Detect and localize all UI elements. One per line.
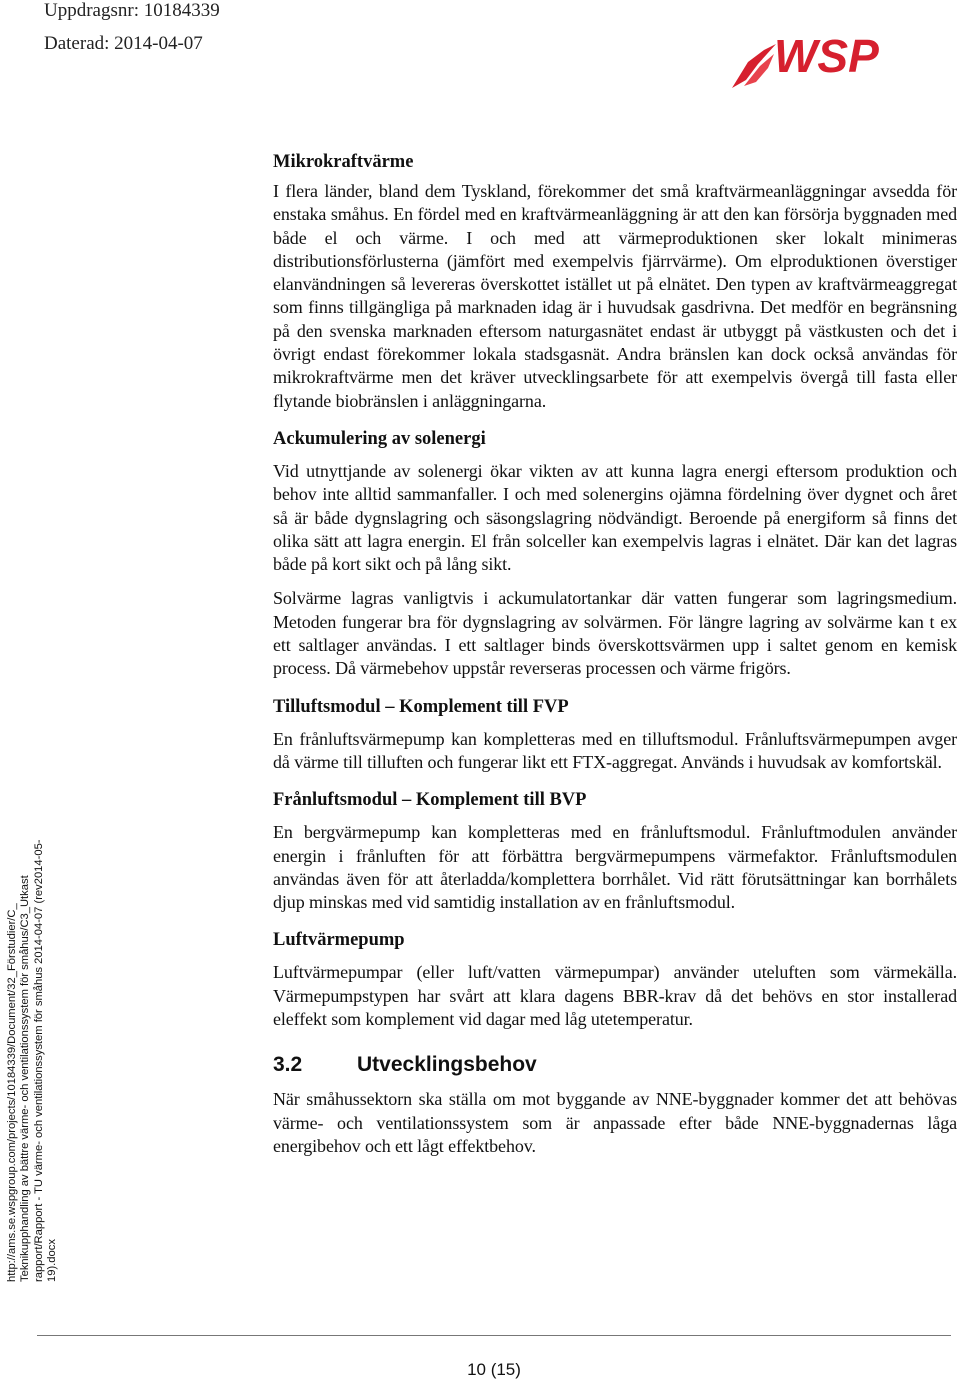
file-path-line: http://ams.se.wspgroup.com/projects/10184339/Document/32_Förstudier/C_ xyxy=(6,903,18,1282)
heading-luftvarmepump: Luftvärmepump xyxy=(273,930,405,951)
footer-divider xyxy=(37,1335,951,1336)
page-number: 10 (15) xyxy=(467,1360,521,1379)
paragraph-mikrokraftvarme: I flera länder, bland dem Tyskland, förekommer det små kraftvärmeanläggningar avsedda för enstaka småhus. En fördel med en kraftvärmeanläggning är att den kan försörja byggnaden med både el och värme. I och med att värmeproduktionen sker lokalt minimeras distributionsförlusterna (jämfört med exempelvis fjärrvärme). Om elproduktionen överstiger elanvändningen så levereras överskottet istället ut på elnätet. Den typen av kraftvärmeaggregat som finns tillgängliga på marknaden idag är i huvudsak gasdrivna. Det medför en begränsning på den svenska marknaden eftersom naturgasnätet endast är utbyggt på västkusten och det i övrigt endast förekommer lokala stadsgasnät. Andra bränslen kan dock också användas för mikrokraftvärme men det kräver utvecklingsarbete för att exempelvis övergå till fasta eller flytande biobränslen i anläggningarna. xyxy=(273,181,957,411)
paragraph-tilluftsmodul: En frånluftsvärmepump kan kompletteras med en tilluftsmodul. Frånluftsvärmepumpen avger då värme till tilluften och fungerar likt ett FTX-aggregat. Används i huvudsak av komfortskäl. xyxy=(273,728,957,772)
header-uppdragsnr: Uppdragsnr: 10184339 xyxy=(44,0,220,21)
paragraph-ackumulering-1: Vid utnyttjande av solenergi ökar vikten av att kunna lagra energi eftersom produktion och behov inte alltid sammanfaller. I och med solenergins ojämna fördelning över dygnet och året så är både dygnslagring och säsongslagring nödvändigt. Beroende på energiform så finns det olika sätt att lagra energin. El från solceller kan exempelvis lagras i elnätet. Där kan det lagras både på kort sikt och på lång sikt. xyxy=(273,460,957,575)
file-path-line: Teknikupphandling av bättre värme- och ventilationssystem för småhus/C3_Utkast xyxy=(19,875,32,1282)
heading-ackumulering: Ackumulering av solenergi xyxy=(273,428,486,449)
paragraph-franluftsmodul: En bergvärmepump kan kompletteras med en frånluftsmodul. Frånluftmodulen använder energin i frånluften för att förbättra bergvärmepumpens värmefaktor. Frånluftsmodulen användas även för att återladda/komplettera borrhålet. Vid rätt förutsättningar kan borrhålets djup minskas med vid samtidig installation av en frånluftsmodul. xyxy=(273,822,957,913)
paragraph-ackumulering-2: Solvärme lagras vanligtvis i ackumulatortankar där vatten fungerar som lagringsmedium. Metoden fungerar bra för dygnslagring av solvärmen. För längre lagring av solvärme kan t ex ett saltlager användas. I ett saltlager binds överskottsvärmen upp i saltet genom en kemisk process. Då värmebehov uppstår reverseras processen och värme frigörs. xyxy=(273,588,957,679)
file-path-line: rapport/Rapport - TU värme- och ventilationssystem för småhus 2014-04-07 (rev2014-05- xyxy=(32,839,45,1282)
wsp-logo xyxy=(730,28,930,90)
file-path-sidebar xyxy=(6,822,66,1282)
paragraph-luftvarmepump: Luftvärmepumpar (eller luft/vatten värmepumpar) använder uteluften som värmekälla. Värmepumpstypen har svårt att klara dagens BBR-krav då det behövs en stor installerad eleffekt som komplement vid dagar med låg utetemperatur. xyxy=(273,962,957,1030)
section-heading-utvecklingsbehov xyxy=(273,1051,957,1079)
heading-franluftsmodul: Frånluftsmodul – Komplement till BVP xyxy=(273,790,587,811)
document-body xyxy=(273,150,957,1158)
heading-mikrokraftvarme: Mikrokraftvärme xyxy=(273,152,414,172)
file-path-line: 19).docx xyxy=(45,1239,58,1282)
section-title: Utvecklingsbehov xyxy=(357,1053,537,1077)
logo-text: WSP xyxy=(774,30,879,82)
section-number: 3.2 xyxy=(273,1053,303,1077)
header-daterad: Daterad: 2014-04-07 xyxy=(44,33,203,54)
heading-tilluftsmodul: Tilluftsmodul – Komplement till FVP xyxy=(273,696,569,717)
paragraph-utvecklingsbehov: När småhussektorn ska ställa om mot byggande av NNE-byggnader kommer det att behövas värme- och ventilationssystem som är anpassade efter både NNE-byggnadernas låga energibehov och ett lågt effektbehov. xyxy=(273,1089,957,1156)
